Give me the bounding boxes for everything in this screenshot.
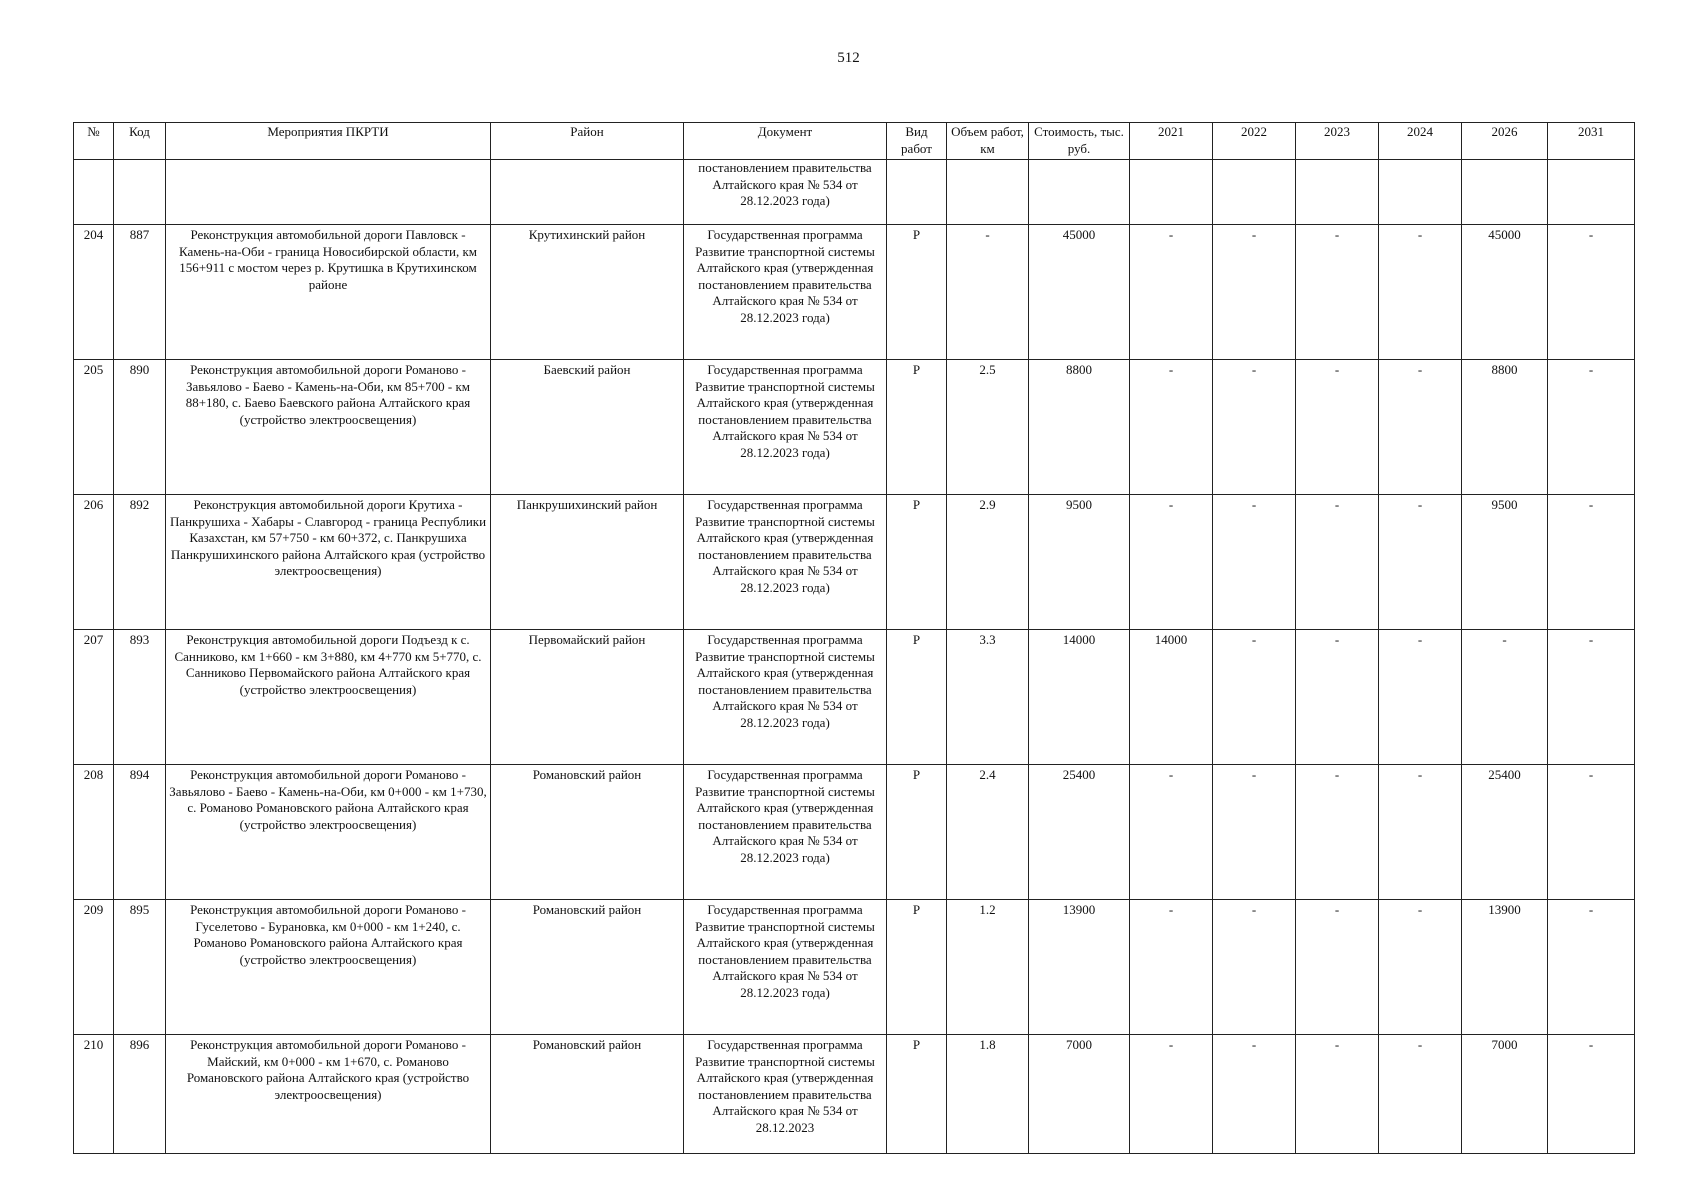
cell-volume: 2.9	[947, 495, 1029, 630]
header-2024: 2024	[1379, 123, 1462, 160]
cell-2031: -	[1548, 630, 1635, 765]
cell-2026: 8800	[1462, 360, 1548, 495]
cell-event: Реконструкция автомобильной дороги Подъезд к с. Санниково, км 1+660 - км 3+880, км 4+770 км 5+770, с. Санниково Первомайского района Алтайского края (устройство электроосвещения)	[166, 630, 491, 765]
cell-code: 894	[114, 765, 166, 900]
cell-num: 209	[74, 900, 114, 1035]
header-cost: Стоимость, тыс. руб.	[1029, 123, 1130, 160]
cell-2021: -	[1130, 765, 1213, 900]
cell-code: 890	[114, 360, 166, 495]
cell-district: Романовский район	[491, 900, 684, 1035]
ptrti-events-table	[73, 122, 1635, 1154]
cell-num: 207	[74, 630, 114, 765]
cell-2021: 14000	[1130, 630, 1213, 765]
cell-work-type: Р	[887, 630, 947, 765]
cell-2031: -	[1548, 900, 1635, 1035]
table-row	[74, 225, 1635, 360]
cell-document: Государственная программа Развитие транспортной системы Алтайского края (утвержденная постановлением правительства Алтайского края № 534 от 28.12.2023 года)	[684, 900, 887, 1035]
cell-empty	[887, 160, 947, 225]
cell-cost: 25400	[1029, 765, 1130, 900]
cell-2026: 7000	[1462, 1035, 1548, 1154]
cell-district: Крутихинский район	[491, 225, 684, 360]
cell-num: 204	[74, 225, 114, 360]
cell-work-type: Р	[887, 495, 947, 630]
cell-2023: -	[1296, 630, 1379, 765]
cell-2031: -	[1548, 225, 1635, 360]
cell-document: Государственная программа Развитие транспортной системы Алтайского края (утвержденная постановлением правительства Алтайского края № 534 от 28.12.2023	[684, 1035, 887, 1154]
cell-2023: -	[1296, 360, 1379, 495]
cell-num: 206	[74, 495, 114, 630]
cell-code: 893	[114, 630, 166, 765]
cell-2024: -	[1379, 1035, 1462, 1154]
table-row	[74, 360, 1635, 495]
cell-empty	[1213, 160, 1296, 225]
table-row	[74, 765, 1635, 900]
cell-event: Реконструкция автомобильной дороги Романово - Завьялово - Баево - Камень-на-Оби, км 85+700 - км 88+180, с. Баево Баевского района Алтайского края (устройство электроосвещения)	[166, 360, 491, 495]
cell-cost: 13900	[1029, 900, 1130, 1035]
cell-empty	[491, 160, 684, 225]
table-row	[74, 630, 1635, 765]
cell-2021: -	[1130, 900, 1213, 1035]
cell-cost: 45000	[1029, 225, 1130, 360]
cell-2026: 45000	[1462, 225, 1548, 360]
cell-2024: -	[1379, 225, 1462, 360]
cell-document: Государственная программа Развитие транспортной системы Алтайского края (утвержденная постановлением правительства Алтайского края № 534 от 28.12.2023 года)	[684, 630, 887, 765]
cell-work-type: Р	[887, 360, 947, 495]
header-event: Мероприятия ПКРТИ	[166, 123, 491, 160]
cell-event: Реконструкция автомобильной дороги Романово - Гуселетово - Бурановка, км 0+000 - км 1+240, с. Романово Романовского района Алтайского края (устройство электроосвещения)	[166, 900, 491, 1035]
cell-empty	[1379, 160, 1462, 225]
cell-2031: -	[1548, 495, 1635, 630]
cell-empty	[1548, 160, 1635, 225]
cell-work-type: Р	[887, 765, 947, 900]
cell-empty	[1296, 160, 1379, 225]
cell-2024: -	[1379, 495, 1462, 630]
cell-2026: 25400	[1462, 765, 1548, 900]
cell-2026: 13900	[1462, 900, 1548, 1035]
cell-document: Государственная программа Развитие транспортной системы Алтайского края (утвержденная постановлением правительства Алтайского края № 534 от 28.12.2023 года)	[684, 765, 887, 900]
header-volume: Объем работ, км	[947, 123, 1029, 160]
cell-code: 896	[114, 1035, 166, 1154]
cell-2026: -	[1462, 630, 1548, 765]
cell-district: Панкрушихинский район	[491, 495, 684, 630]
cell-event: Реконструкция автомобильной дороги Романово - Завьялово - Баево - Камень-на-Оби, км 0+000 - км 1+730, с. Романово Романовского района Алтайского края (устройство электроосвещения)	[166, 765, 491, 900]
cell-document: Государственная программа Развитие транспортной системы Алтайского края (утвержденная постановлением правительства Алтайского края № 534 от 28.12.2023 года)	[684, 360, 887, 495]
cell-district: Романовский район	[491, 765, 684, 900]
cell-work-type: Р	[887, 900, 947, 1035]
cell-2021: -	[1130, 1035, 1213, 1154]
table-row	[74, 1035, 1635, 1154]
cell-work-type: Р	[887, 225, 947, 360]
cell-2022: -	[1213, 765, 1296, 900]
cell-2022: -	[1213, 495, 1296, 630]
header-work-type: Вид работ	[887, 123, 947, 160]
page-number: 512	[837, 50, 860, 66]
cell-2024: -	[1379, 630, 1462, 765]
cell-district: Баевский район	[491, 360, 684, 495]
cell-document-continuation: постановлением правительства Алтайского края № 534 от 28.12.2023 года)	[684, 160, 887, 225]
cell-2031: -	[1548, 360, 1635, 495]
cell-volume: 2.4	[947, 765, 1029, 900]
cell-2031: -	[1548, 765, 1635, 900]
cell-2021: -	[1130, 360, 1213, 495]
cell-2023: -	[1296, 765, 1379, 900]
table-row	[74, 900, 1635, 1035]
cell-2023: -	[1296, 1035, 1379, 1154]
cell-num: 205	[74, 360, 114, 495]
cell-2026: 9500	[1462, 495, 1548, 630]
cell-2023: -	[1296, 495, 1379, 630]
cell-2031: -	[1548, 1035, 1635, 1154]
cell-2024: -	[1379, 765, 1462, 900]
cell-num: 208	[74, 765, 114, 900]
cell-2021: -	[1130, 225, 1213, 360]
cell-code: 887	[114, 225, 166, 360]
cell-empty	[1462, 160, 1548, 225]
cell-document: Государственная программа Развитие транспортной системы Алтайского края (утвержденная постановлением правительства Алтайского края № 534 от 28.12.2023 года)	[684, 225, 887, 360]
cell-empty	[114, 160, 166, 225]
cell-2022: -	[1213, 630, 1296, 765]
cell-document: Государственная программа Развитие транспортной системы Алтайского края (утвержденная постановлением правительства Алтайского края № 534 от 28.12.2023 года)	[684, 495, 887, 630]
cell-cost: 8800	[1029, 360, 1130, 495]
cell-2023: -	[1296, 900, 1379, 1035]
cell-volume: 2.5	[947, 360, 1029, 495]
cell-code: 895	[114, 900, 166, 1035]
cell-work-type: Р	[887, 1035, 947, 1154]
header-num: №	[74, 123, 114, 160]
cell-2024: -	[1379, 360, 1462, 495]
header-2031: 2031	[1548, 123, 1635, 160]
cell-empty	[1029, 160, 1130, 225]
continuation-row	[74, 160, 1635, 225]
cell-cost: 14000	[1029, 630, 1130, 765]
cell-2022: -	[1213, 225, 1296, 360]
cell-2022: -	[1213, 1035, 1296, 1154]
table-header-row	[74, 123, 1635, 160]
cell-event: Реконструкция автомобильной дороги Крутиха - Панкрушиха - Хабары - Славгород - граница Республики Казахстан, км 57+750 - км 60+372, с. Панкрушиха Панкрушихинского района Алтайского края (устройство электроосвещения)	[166, 495, 491, 630]
header-2026: 2026	[1462, 123, 1548, 160]
cell-event: Реконструкция автомобильной дороги Романово - Майский, км 0+000 - км 1+670, с. Романово Романовского района Алтайского края (устройство электроосвещения)	[166, 1035, 491, 1154]
header-2022: 2022	[1213, 123, 1296, 160]
cell-2022: -	[1213, 360, 1296, 495]
cell-2023: -	[1296, 225, 1379, 360]
header-district: Район	[491, 123, 684, 160]
cell-volume: -	[947, 225, 1029, 360]
cell-empty	[1130, 160, 1213, 225]
header-2021: 2021	[1130, 123, 1213, 160]
cell-district: Первомайский район	[491, 630, 684, 765]
cell-volume: 1.2	[947, 900, 1029, 1035]
cell-volume: 1.8	[947, 1035, 1029, 1154]
cell-2022: -	[1213, 900, 1296, 1035]
cell-empty	[947, 160, 1029, 225]
header-2023: 2023	[1296, 123, 1379, 160]
header-document: Документ	[684, 123, 887, 160]
cell-num: 210	[74, 1035, 114, 1154]
cell-2021: -	[1130, 495, 1213, 630]
cell-empty	[166, 160, 491, 225]
cell-2024: -	[1379, 900, 1462, 1035]
cell-cost: 9500	[1029, 495, 1130, 630]
table-row	[74, 495, 1635, 630]
cell-event: Реконструкция автомобильной дороги Павловск - Камень-на-Оби - граница Новосибирской области, км 156+911 с мостом через р. Крутишка в Крутихинском районе	[166, 225, 491, 360]
header-code: Код	[114, 123, 166, 160]
cell-empty	[74, 160, 114, 225]
cell-district: Романовский район	[491, 1035, 684, 1154]
cell-cost: 7000	[1029, 1035, 1130, 1154]
cell-volume: 3.3	[947, 630, 1029, 765]
cell-code: 892	[114, 495, 166, 630]
